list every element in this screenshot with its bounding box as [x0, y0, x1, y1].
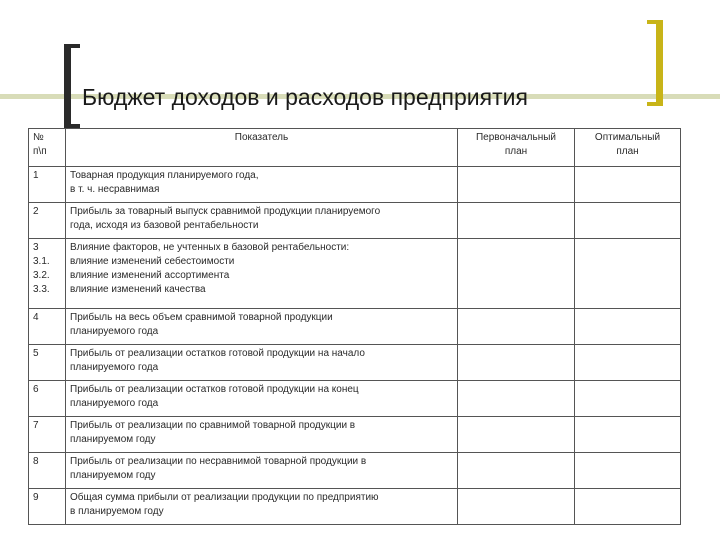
initial-plan-cell	[458, 417, 575, 453]
row-label: Прибыль от реализации по сравнимой товарной продукции в планируемом году	[66, 417, 458, 453]
right-bracket-top-cap	[647, 20, 663, 24]
row-label: Товарная продукция планируемого года, в т. ч. несравнимая	[66, 167, 458, 203]
table-row	[29, 489, 681, 525]
optimal-plan-cell	[575, 381, 681, 417]
table-row	[29, 453, 681, 489]
page-title: Бюджет доходов и расходов предприятия	[82, 84, 528, 110]
row-number: 8	[29, 453, 66, 489]
optimal-plan-cell	[575, 309, 681, 345]
initial-plan-cell	[458, 453, 575, 489]
optimal-plan-cell	[575, 345, 681, 381]
budget-table	[28, 128, 681, 525]
optimal-plan-cell	[575, 489, 681, 525]
row-number: 6	[29, 381, 66, 417]
table-row	[29, 239, 681, 309]
table-row	[29, 203, 681, 239]
optimal-plan-cell	[575, 453, 681, 489]
row-label: Прибыль от реализации по несравнимой товарной продукции в планируемом году	[66, 453, 458, 489]
optimal-plan-cell	[575, 239, 681, 309]
row-number: 4	[29, 309, 66, 345]
initial-plan-cell	[458, 309, 575, 345]
initial-plan-cell	[458, 489, 575, 525]
row-number: 9	[29, 489, 66, 525]
row-label: Общая сумма прибыли от реализации продукции по предприятию в планируемом году	[66, 489, 458, 525]
left-bracket-top-cap	[64, 44, 80, 48]
table-row	[29, 381, 681, 417]
header-number: № п\п	[29, 129, 66, 167]
initial-plan-cell	[458, 345, 575, 381]
initial-plan-cell	[458, 381, 575, 417]
table-row	[29, 167, 681, 203]
header-optimal-plan: Оптимальный план	[575, 129, 681, 167]
row-label: Прибыль от реализации остатков готовой продукции на начало планируемого года	[66, 345, 458, 381]
table-header-row	[29, 129, 681, 167]
initial-plan-cell	[458, 239, 575, 309]
row-label: Прибыль за товарный выпуск сравнимой продукции планируемого года, исходя из базовой рентабельности	[66, 203, 458, 239]
row-number: 7	[29, 417, 66, 453]
row-number: 3 3.1. 3.2. 3.3.	[29, 239, 66, 309]
table-row	[29, 417, 681, 453]
header-initial-plan: Первоначальный план	[458, 129, 575, 167]
table-row	[29, 345, 681, 381]
row-number: 5	[29, 345, 66, 381]
header-indicator: Показатель	[66, 129, 458, 167]
optimal-plan-cell	[575, 417, 681, 453]
optimal-plan-cell	[575, 203, 681, 239]
right-bracket-bottom-cap	[647, 102, 663, 106]
initial-plan-cell	[458, 203, 575, 239]
left-bracket-decoration	[64, 44, 71, 128]
row-number: 1	[29, 167, 66, 203]
row-label: Прибыль от реализации остатков готовой продукции на конец планируемого года	[66, 381, 458, 417]
initial-plan-cell	[458, 167, 575, 203]
row-label: Прибыль на весь объем сравнимой товарной продукции планируемого года	[66, 309, 458, 345]
optimal-plan-cell	[575, 167, 681, 203]
table-row	[29, 309, 681, 345]
row-number: 2	[29, 203, 66, 239]
row-label: Влияние факторов, не учтенных в базовой рентабельности: влияние изменений себестоимости влияние изменений ассортимента влияние изменений качества	[66, 239, 458, 309]
right-bracket-decoration	[656, 20, 663, 106]
